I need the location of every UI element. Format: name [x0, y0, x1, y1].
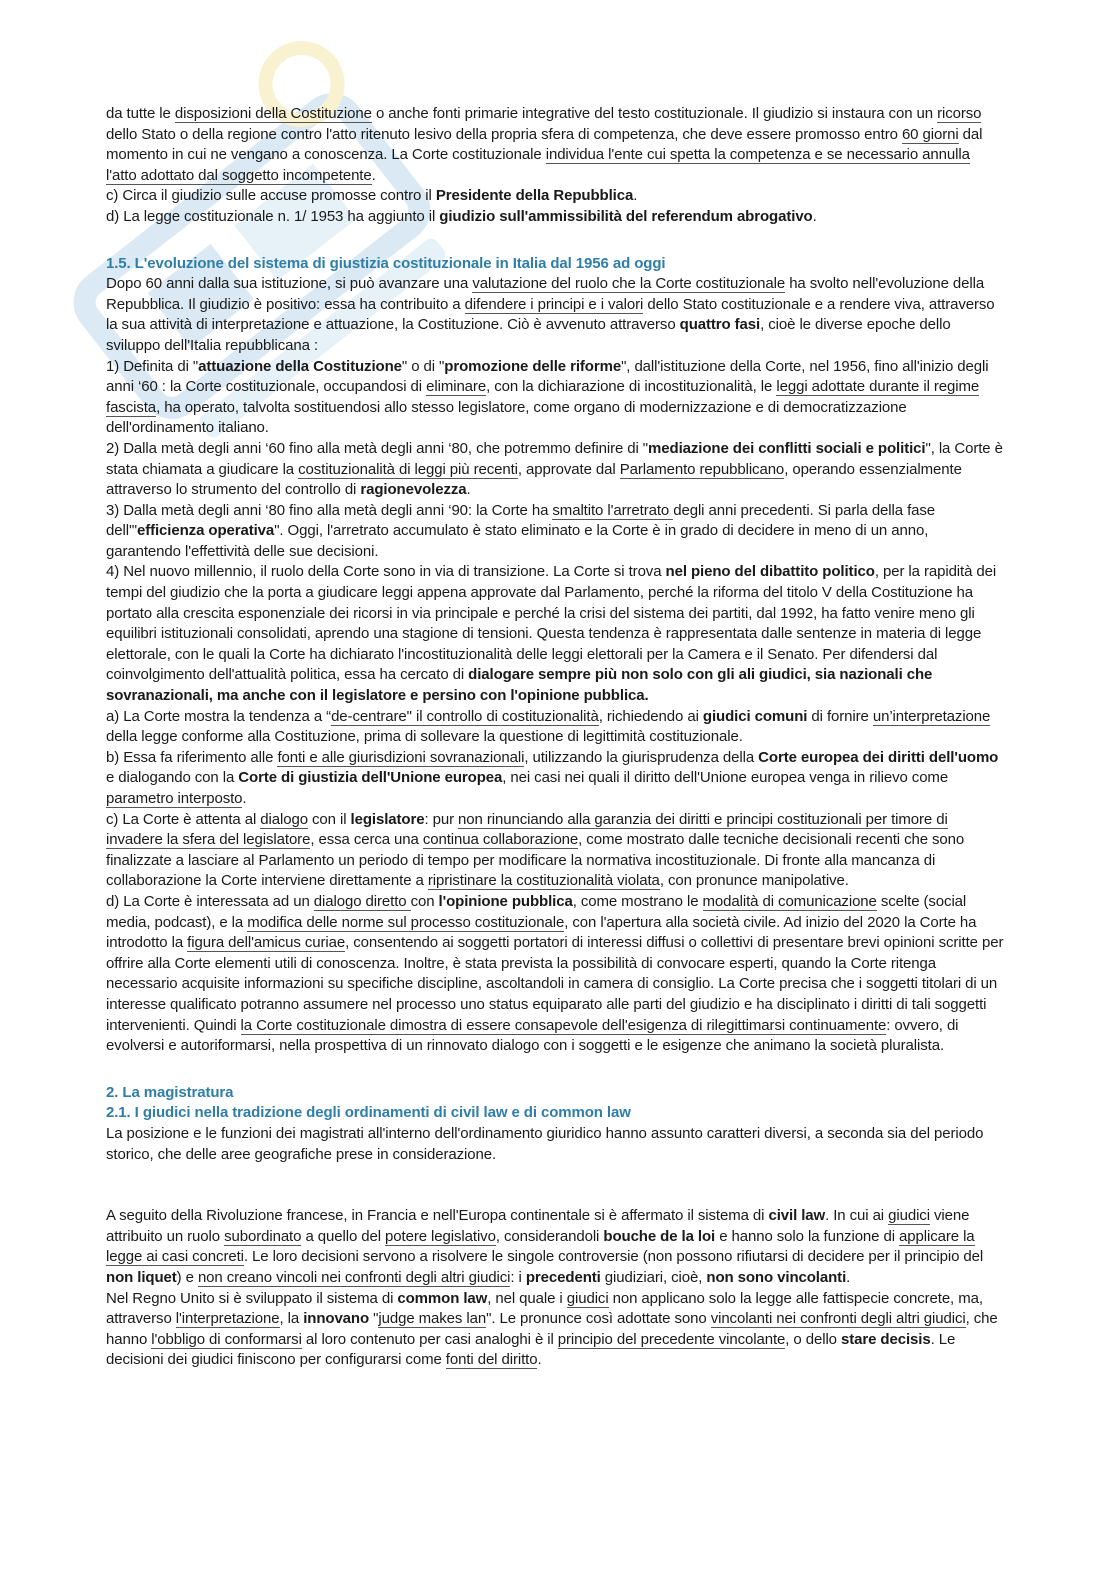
text-run: .: [846, 1269, 851, 1287]
text-run: c) Circa il giudizio sulle accuse promosse contro il: [106, 187, 436, 205]
bold-term: civil law: [768, 1207, 826, 1225]
text-run: , come mostrato dalle tecniche decisionali recenti che sono finalizzate a lasciare al Parlamento un periodo di tempo per modificare la normativa incostituzionale. Di fronte alla mancanza di collaborazione la Corte interviene direttamente a: [106, 831, 965, 890]
bold-term: giudici comuni: [702, 707, 808, 725]
text-run: della legge conforme alla Costituzione, prima di sollevare la questione di legittimità costituzionale.: [106, 728, 743, 746]
text-run: a) La Corte mostra la tendenza a “: [106, 707, 332, 725]
text-run: d) La Corte è interessata ad un: [106, 892, 314, 910]
underlined-term: figura dell'amicus curiae: [187, 934, 346, 952]
text-run: di fornire: [807, 707, 873, 725]
text-run: . Le decisioni dei giudici finiscono per configurarsi come: [106, 1330, 956, 1369]
text-run: , utilizzando la giurisprudenza della: [524, 748, 759, 766]
text-run: , nei casi nei quali il diritto dell'Unione europea venga in rilievo come: [502, 769, 949, 787]
underlined-term: un’interpretazione: [872, 707, 991, 725]
text-run: .: [537, 1351, 542, 1369]
paragraph: [106, 1124, 1004, 1165]
text-run: : pur: [424, 810, 459, 828]
text-run: , consentendo ai soggetti portatori di interessi diffusi o collettivi di presentare brevi opinioni scritte per offrire alla Corte elementi utili di conoscenza. Inoltre, è stata prevista la possibilità di convocare esperti, quando la Corte ritenga necessario acquisite informazioni su specifiche discipline, ascoltandoli in camera di consiglio. La Corte precisa che i soggetti titolari di un interesse qualificato potranno assumere nel processo uno status equiparato alle parti del giudizio e ha disciplinato i diritti di tali soggetti intervenienti. Quindi: [106, 934, 1004, 1034]
underlined-term: ripristinare la costituzionalità violata: [427, 872, 660, 890]
text-run: ". Le pronunce così adottate sono: [486, 1310, 711, 1328]
text-run: , come mostrano le: [572, 892, 703, 910]
text-run: giudiziari, cioè,: [600, 1269, 707, 1287]
document-page: [106, 104, 1004, 1371]
point-b: [106, 748, 1004, 810]
text-run: " o di ": [401, 357, 445, 375]
text-run: : i: [510, 1269, 526, 1287]
text-run: La posizione e le funzioni dei magistrati all'interno dell'ordinamento giuridico hanno assunto caratteri diversi, a seconda sia del periodo storico, che delle aree geografiche prese in considerazione.: [106, 1124, 984, 1163]
text-run: , con la dichiarazione di incostituzionalità, le: [486, 378, 777, 396]
text-run: c) La Corte è attenta al: [106, 810, 261, 828]
text-run: con il: [307, 810, 351, 828]
text-run: ) e: [176, 1269, 198, 1287]
text-run: dello Stato costituzionale e a rendere viva, attraverso la sua attività di interpretazione e attuazione, la Costituzione. Ciò è avvenuto attraverso: [106, 295, 995, 334]
text-run: , approvate dal: [517, 460, 620, 478]
bold-term: attuazione della Costituzione: [198, 357, 402, 375]
text-run: b) Essa fa riferimento alle: [106, 748, 278, 766]
text-run: . In cui ai: [825, 1207, 889, 1225]
text-run: , la: [279, 1310, 304, 1328]
text-run: , o dello: [785, 1330, 841, 1348]
text-run: dal momento in cui ne vengano a conoscenza. La Corte costituzionale: [106, 125, 983, 164]
underlined-term: individua l'ente cui spetta la competenza e se necessario annulla l'atto adottato dal soggetto incompetente: [106, 146, 970, 184]
phase-4: [106, 562, 1004, 706]
bold-term: Corte di giustizia dell'Unione europea: [238, 769, 503, 787]
underlined-term: difendere i principi e i valori: [464, 295, 644, 313]
bold-term: precedenti: [525, 1269, 601, 1287]
underlined-term: continua collaborazione: [422, 831, 579, 849]
text-run: , essa cerca una: [310, 831, 423, 849]
text-run: 1) Definita di ": [106, 357, 199, 375]
point-d: [106, 892, 1004, 1057]
text-run: .: [242, 790, 247, 807]
text-run: . Le loro decisioni servono a risolvere le singole controversie (non possono rifiutarsi di decidere per il principio del: [243, 1248, 984, 1266]
underlined-term: potere legislativo: [385, 1227, 496, 1245]
underlined-term: l'interpretazione: [175, 1310, 280, 1328]
text-run: 4) Nel nuovo millennio, il ruolo della Corte sono in via di transizione. La Corte si trova: [106, 563, 666, 581]
text-run: , cioè le diverse epoche dello sviluppo dell'Italia repubblicana :: [106, 316, 951, 354]
underlined-term: l'obbligo di conformarsi: [151, 1330, 302, 1348]
bold-term: giudizio sull'ammissibilità del referendum abrogativo: [439, 207, 813, 225]
underlined-term: dialogo: [260, 810, 308, 828]
text-run: , richiedendo ai: [598, 707, 703, 725]
text-run: .: [466, 481, 471, 499]
text-run: 2) Dalla metà degli anni ‘60 fino alla metà degli anni ‘80, che potremmo definire di ": [106, 439, 649, 457]
underlined-term: vincolanti nei confronti degli altri giudici: [710, 1310, 966, 1328]
text-run: A seguito della Rivoluzione francese, in Francia e nell'Europa continentale si è affermato il sistema di: [106, 1207, 769, 1225]
underlined-term: dialogo diretto: [313, 892, 411, 910]
text-run: dello Stato o della regione contro l'atto ritenuto lesivo della propria sfera di competenza, che deve essere promosso entro: [106, 125, 902, 143]
underlined-term: valutazione del ruolo che la Corte costituzionale: [472, 275, 786, 293]
phase-1: [106, 357, 1004, 439]
section-heading-2-1: 2.1. I giudici nella tradizione degli ordinamenti di civil law e di common law: [106, 1104, 631, 1122]
text-run: , con pronunce manipolative.: [659, 872, 849, 890]
bold-term: legislatore: [350, 810, 425, 828]
text-run: , con l'apertura alla società civile. Ad inizio del 2020 la Corte ha introdotto la: [106, 913, 977, 952]
underlined-term: eliminare: [426, 378, 487, 396]
text-run: , che hanno: [106, 1310, 998, 1348]
text-run: viene attribuito un ruolo: [106, 1207, 970, 1245]
civil-law-paragraph: [106, 1206, 1004, 1288]
text-run: da tutte le: [106, 105, 175, 122]
underlined-term: parametro interposto: [106, 790, 243, 807]
underlined-term: subordinato: [224, 1227, 302, 1245]
bold-term: non sono vincolanti: [706, 1269, 847, 1287]
common-law-paragraph: [106, 1289, 1004, 1371]
bold-term: ragionevolezza: [360, 481, 467, 499]
text-run: degli anni precedenti. Si parla della fase dell'": [106, 501, 936, 540]
bold-term: l'opinione pubblica: [438, 892, 573, 910]
text-run: e hanno solo la funzione di: [715, 1227, 900, 1245]
underlined-term: giudici: [566, 1289, 609, 1307]
underlined-term: principio del precedente vincolante: [557, 1330, 786, 1348]
underlined-term: disposizioni della Costituzione: [174, 105, 372, 122]
underlined-term: giudici: [888, 1207, 930, 1225]
text-run: .: [633, 187, 638, 205]
point-a: [106, 707, 1004, 748]
underlined-term: non rinunciando alla garanzia dei diritti e principi costituzionali per timore di invadere la sfera del legislatore: [106, 810, 948, 849]
bold-term: promozione delle riforme: [444, 357, 622, 375]
text-run: non applicano solo la legge alle fattispecie concrete, ma, attraverso: [106, 1289, 983, 1328]
paragraph: [106, 274, 1004, 356]
bold-term: stare decisis: [841, 1330, 931, 1348]
underlined-term: Parlamento repubblicano: [619, 460, 785, 478]
text-run: , operando essenzialmente attraverso lo strumento del controllo di: [106, 460, 962, 499]
bold-term: nel pieno del dibattito politico: [665, 563, 875, 581]
text-run: ha svolto nell'evoluzione della Repubblica. Il giudizio è positivo: essa ha contribuito a: [106, 275, 985, 313]
underlined-term: costituzionalità di leggi più recenti: [298, 460, 518, 478]
paragraph: [106, 207, 1004, 228]
underlined-term: applicare la legge ai casi concreti: [106, 1227, 975, 1266]
text-run: scelte (social media, podcast), e la: [106, 892, 967, 931]
underlined-term: non creano vincoli nei confronti degli altri giudici: [197, 1269, 511, 1287]
text-run: Nel Regno Unito si è sviluppato il sistema di: [106, 1289, 398, 1307]
bold-term: mediazione dei conflitti sociali e politici: [648, 439, 926, 457]
underlined-term: la Corte costituzionale dimostra di essere consapevole dell'esigenza di rilegittimarsi continuamente: [240, 1016, 887, 1034]
text-run: a quello del: [301, 1227, 386, 1245]
bold-term: innovano: [303, 1310, 370, 1328]
bold-term: common law: [397, 1289, 488, 1307]
bold-term: quattro fasi: [679, 316, 761, 334]
text-run: ": [369, 1310, 379, 1328]
underlined-term: modifica delle norme sul processo costituzionale: [247, 913, 565, 931]
underlined-term: fonti del diritto: [445, 1351, 538, 1369]
text-run: , considerandoli: [495, 1227, 604, 1245]
text-run: Dopo 60 anni dalla sua istituzione, si può avanzare una: [106, 275, 473, 293]
text-run: o anche fonti primarie integrative del testo costituzionale. Il giudizio si instaura con un: [371, 105, 938, 122]
underlined-term: judge makes lan: [378, 1310, 487, 1328]
underlined-term: ricorso: [937, 105, 982, 122]
text-run: d) La legge costituzionale n. 1/ 1953 ha aggiunto il: [106, 207, 440, 225]
underlined-term: de-centrare" il controllo di costituzionalità: [331, 707, 599, 725]
underlined-term: leggi adottate durante il regime fascista: [106, 378, 980, 416]
point-c: [106, 810, 1004, 892]
text-run: e dialogando con la: [106, 769, 239, 787]
bold-term: Corte europea dei diritti dell'uomo: [758, 748, 999, 766]
underlined-term: 60 giorni: [901, 125, 959, 143]
text-run: .: [812, 207, 817, 225]
underlined-term: smaltito l'arretrato: [552, 501, 674, 519]
underlined-term: modalità di comunicazione: [702, 892, 877, 910]
text-run: , nel quale i: [487, 1289, 567, 1307]
bold-term: dialogare sempre più non solo con gli ali giudici, sia nazionali che sovranazionali, ma anche con il legislatore e persino con l'opinione pubblica.: [106, 666, 933, 705]
bold-term: non liquet: [106, 1269, 177, 1287]
phase-3: [106, 501, 1004, 563]
underlined-term: fonti e alle giurisdizioni sovranazionali: [277, 748, 525, 766]
text-run: ". Oggi, l'arretrato accumulato è stato eliminato e la Corte è in grado di decidere in meno di un anno, garantendo l'effettività delle sue decisioni.: [106, 522, 929, 560]
text-run: ", dall'istituzione della Corte, nel 1956, fino all'inizio degli anni ‘60 : la Corte costituzionale, occupandosi di: [106, 357, 989, 396]
section-heading-2: 2. La magistratura: [106, 1083, 234, 1101]
text-run: 3) Dalla metà degli anni ‘80 fino alla metà degli anni ‘90: la Corte ha: [106, 501, 553, 519]
text-run: al loro contenuto per casi analoghi è il: [301, 1330, 558, 1348]
text-run: con: [410, 892, 439, 910]
text-run: , ha operato, talvolta sostituendosi allo stesso legislatore, come organo di modernizzazione e di democratizzazione dell'ordinamento italiano.: [106, 398, 907, 437]
text-run: : ovvero, di evolversi e autoriformarsi, nella prospettiva di un rinnovato dialogo con i soggetti e le esigenze che animano la società pluralista.: [106, 1016, 959, 1055]
bold-term: Presidente della Repubblica: [435, 187, 634, 205]
phase-2: [106, 439, 1004, 501]
bold-term: bouche de la loi: [603, 1227, 716, 1245]
paragraph: [106, 104, 1004, 186]
paragraph: [106, 186, 1004, 207]
text-run: ", la Corte è stata chiamata a giudicare la: [106, 439, 1003, 478]
text-run: .: [371, 166, 376, 184]
bold-term: efficienza operativa: [136, 522, 275, 540]
section-heading-1-5: 1.5. L'evoluzione del sistema di giustizia costituzionale in Italia dal 1956 ad oggi: [106, 254, 666, 272]
text-run: , per la rapidità dei tempi del giudizio che la porta a giudicare leggi appena approvate dal Parlamento, perché la riforma del titolo V della Costituzione ha portato alla crescita esponenziale dei ricorsi in via principale e perché la crisi del sistema dei partiti, dal 1992, ha fatto venire meno gli equilibri istituzionali consolidati, aprendo una stagione di tensioni. Questa tendenza è rappresentata dalle sentenze in materia di legge elettorale, con le quali la Corte ha dichiarato l'incostituzionalità delle leggi elettorali per la Camera e il Senato. Per difendersi dal coinvolgimento dell'attualità politica, essa ha cercato di: [106, 563, 997, 684]
